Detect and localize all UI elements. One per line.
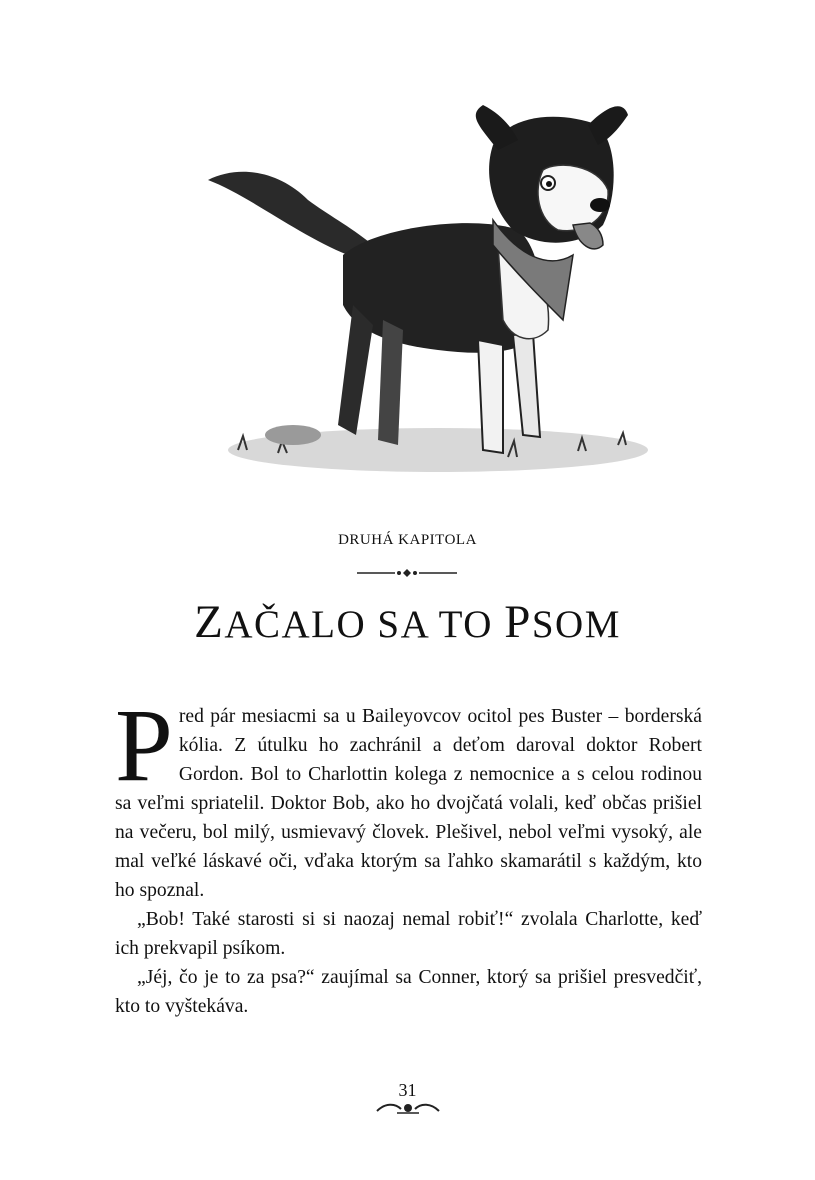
- page-number: 31: [398, 1080, 417, 1100]
- page-number-ornament: [375, 1101, 441, 1115]
- dog-leg-back-right: [378, 320, 403, 445]
- chapter-title-text-2: SOM: [531, 603, 621, 646]
- rock: [265, 425, 321, 445]
- dog-nose: [590, 198, 610, 212]
- chapter-title-capital-2: P: [504, 596, 532, 648]
- chapter-title-capital-1: Z: [194, 596, 225, 648]
- dog-tail: [208, 172, 373, 255]
- chapter-title-text-1: AČALO SA TO: [224, 603, 505, 646]
- paragraph-1-text: red pár mesiacmi sa u Baileyovcov ocitol pes Buster – borderská kólia. Z útulku ho zachránil a deťom daroval doktor Robert Gordon. Bol to Charlottin kolega z nemocnice a s celou rodinou sa veľmi spriatelil. Doktor Bob, ako ho dvojčatá volali, keď občas prišiel na večeru, bol milý, usmievavý človek. Plešivel, nebol veľmi vysoký, ale mal veľké láskavé oči, vďaka ktorým sa ľahko skamarátil s každým, kto ho spoznal.: [115, 706, 702, 901]
- paragraph-1: [115, 688, 702, 905]
- paragraph-2: „Bob! Také starosti si si naozaj nemal robiť!“ zvolala Charlotte, keď ich prekvapil psíkom.: [115, 909, 702, 959]
- dog-leg-back-left: [338, 305, 373, 435]
- dog-pupil: [546, 181, 552, 187]
- dog-leg-front-right: [513, 333, 540, 437]
- dog-illustration: [178, 105, 648, 485]
- chapter-body: [115, 688, 702, 1021]
- dog-leg-front-left: [478, 340, 503, 453]
- drop-cap: P: [115, 688, 173, 803]
- chapter-label: DRUHÁ KAPITOLA: [338, 532, 477, 548]
- paragraph-3: „Jéj, čo je to za psa?“ zaujímal sa Conner, ktorý sa prišiel presvedčiť, kto to vyštekáva.: [115, 967, 702, 1017]
- chapter-title: [0, 595, 815, 649]
- chapter-divider-ornament: [357, 567, 457, 579]
